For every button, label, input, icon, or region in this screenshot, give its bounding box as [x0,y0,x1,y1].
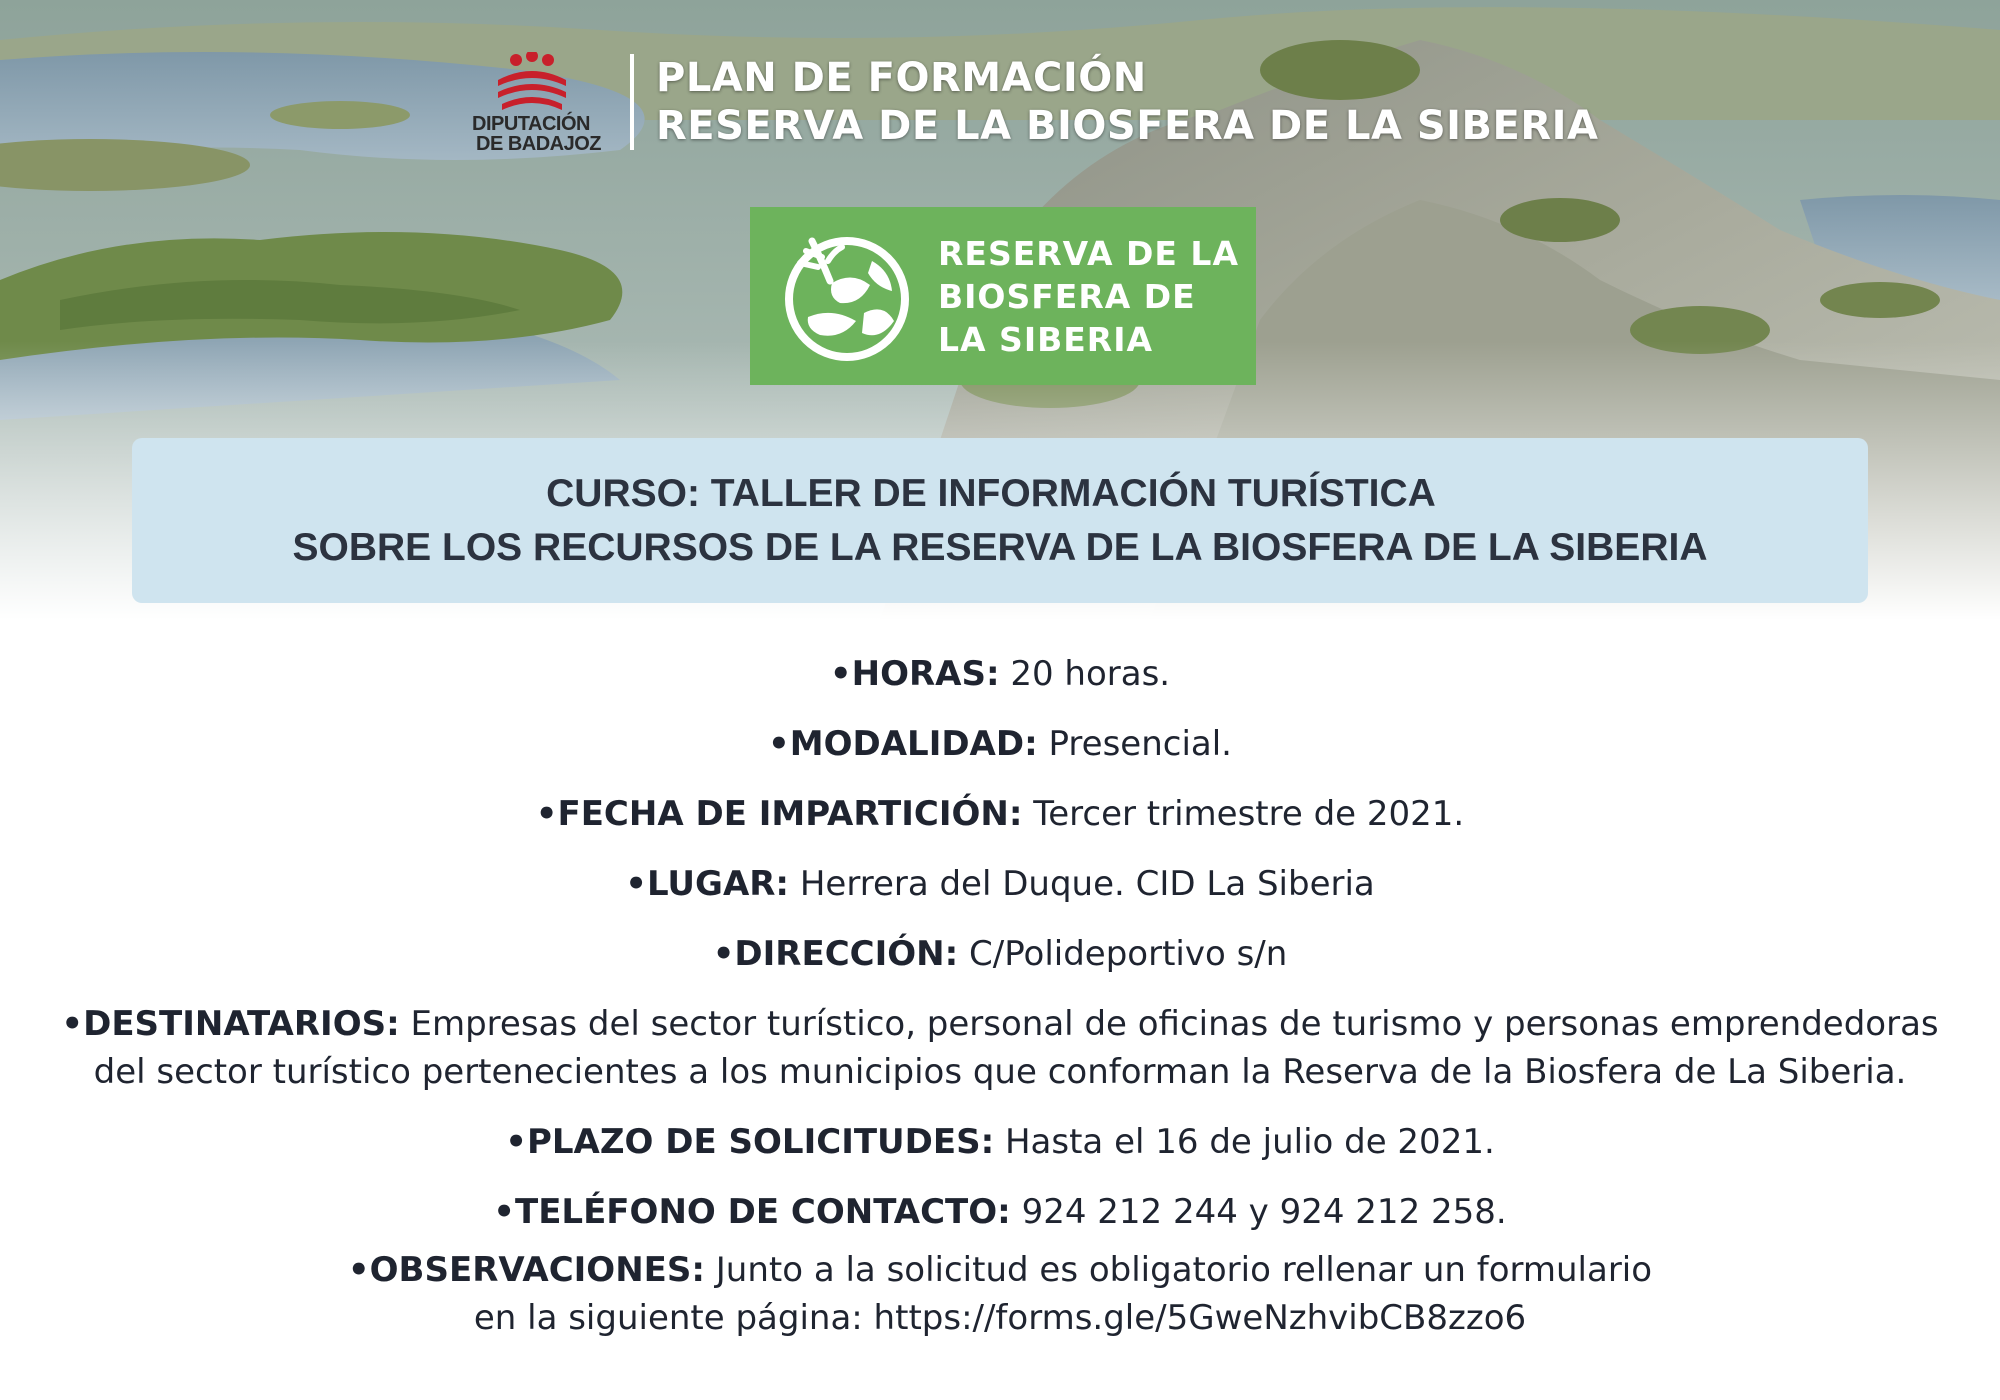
detail-bullet: • [829,654,852,694]
plan-title-line2: RESERVA DE LA BIOSFERA DE LA SIBERIA [656,103,1599,149]
course-details [60,650,1940,1364]
detail-lugar [60,860,1940,908]
detail-bullet: • [493,1192,515,1232]
detail-telefono [60,1188,1940,1236]
detail-horas [60,650,1940,698]
detail-horas-value: 20 horas. [1010,654,1171,694]
detail-bullet: • [712,934,735,974]
detail-destinatarios-label: DESTINATARIOS: [83,1004,400,1044]
diputacion-name [472,114,601,154]
header-brand [468,52,1599,155]
detail-observaciones-label: OBSERVACIONES: [369,1250,705,1290]
detail-telefono-label: TELÉFONO DE CONTACTO: [515,1192,1011,1232]
detail-bullet: • [625,864,647,904]
diputacion-logo [468,52,608,155]
biosphere-logo [750,207,1256,385]
detail-bullet: • [535,794,558,834]
detail-plazo [60,1118,1940,1166]
detail-bullet: • [768,724,790,764]
course-title-line1: CURSO: TALLER DE INFORMACIÓN TURÍSTICA [546,471,1436,515]
detail-horas-label: HORAS: [851,654,1000,694]
course-title-line2: SOBRE LOS RECURSOS DE LA RESERVA DE LA BIOSFERA DE LA SIBERIA [292,525,1708,569]
plan-title [656,54,1599,150]
detail-modalidad-value: Presencial. [1048,724,1232,764]
course-title-box [132,438,1868,603]
header-divider [630,54,634,150]
biosphere-logo-text [938,232,1239,361]
detail-bullet: • [347,1250,370,1290]
detail-modalidad-label: MODALIDAD: [789,724,1038,764]
diputacion-line1: DIPUTACIÓN [472,113,590,135]
detail-destinatarios-value-line1: Empresas del sector turístico, personal de oficinas de turismo y personas emprendedoras [410,1004,1939,1044]
biosphere-logo-line3: LA SIBERIA [938,319,1154,359]
biosphere-emblem-icon [772,221,922,371]
detail-fecha-label: FECHA DE IMPARTICIÓN: [557,794,1023,834]
detail-observaciones-value-line1: Junto a la solicitud es obligatorio rellenar un formulario [715,1250,1653,1290]
detail-plazo-label: PLAZO DE SOLICITUDES: [526,1122,995,1162]
detail-direccion-label: DIRECCIÓN: [734,934,959,974]
detail-fecha [60,790,1940,838]
plan-title-line1: PLAN DE FORMACIÓN [656,55,1147,101]
detail-telefono-value: 924 212 244 y 924 212 258. [1021,1192,1507,1232]
detail-modalidad [60,720,1940,768]
biosphere-logo-line1: RESERVA DE LA [938,233,1239,273]
detail-observaciones-value-line2: en la siguiente página: https://forms.gle/5GweNzhvibCB8zzo6 [473,1298,1527,1338]
biosphere-logo-line2: BIOSFERA DE [938,276,1196,316]
detail-bullet: • [505,1122,527,1162]
detail-observaciones [60,1246,1940,1342]
detail-fecha-value: Tercer trimestre de 2021. [1033,794,1465,834]
diputacion-emblem-icon [468,52,608,114]
detail-lugar-label: LUGAR: [646,864,790,904]
detail-plazo-value: Hasta el 16 de julio de 2021. [1004,1122,1495,1162]
detail-lugar-value: Herrera del Duque. CID La Siberia [799,864,1375,904]
detail-destinatarios [60,1000,1940,1096]
diputacion-line2: DE BADAJOZ [476,133,602,155]
detail-destinatarios-value-line2: del sector turístico pertenecientes a los municipios que conforman la Reserva de la Biosfera de La Siberia. [93,1052,1907,1092]
detail-bullet: • [61,1004,84,1044]
detail-direccion-value: C/Polideportivo s/n [969,934,1288,974]
detail-direccion [60,930,1940,978]
